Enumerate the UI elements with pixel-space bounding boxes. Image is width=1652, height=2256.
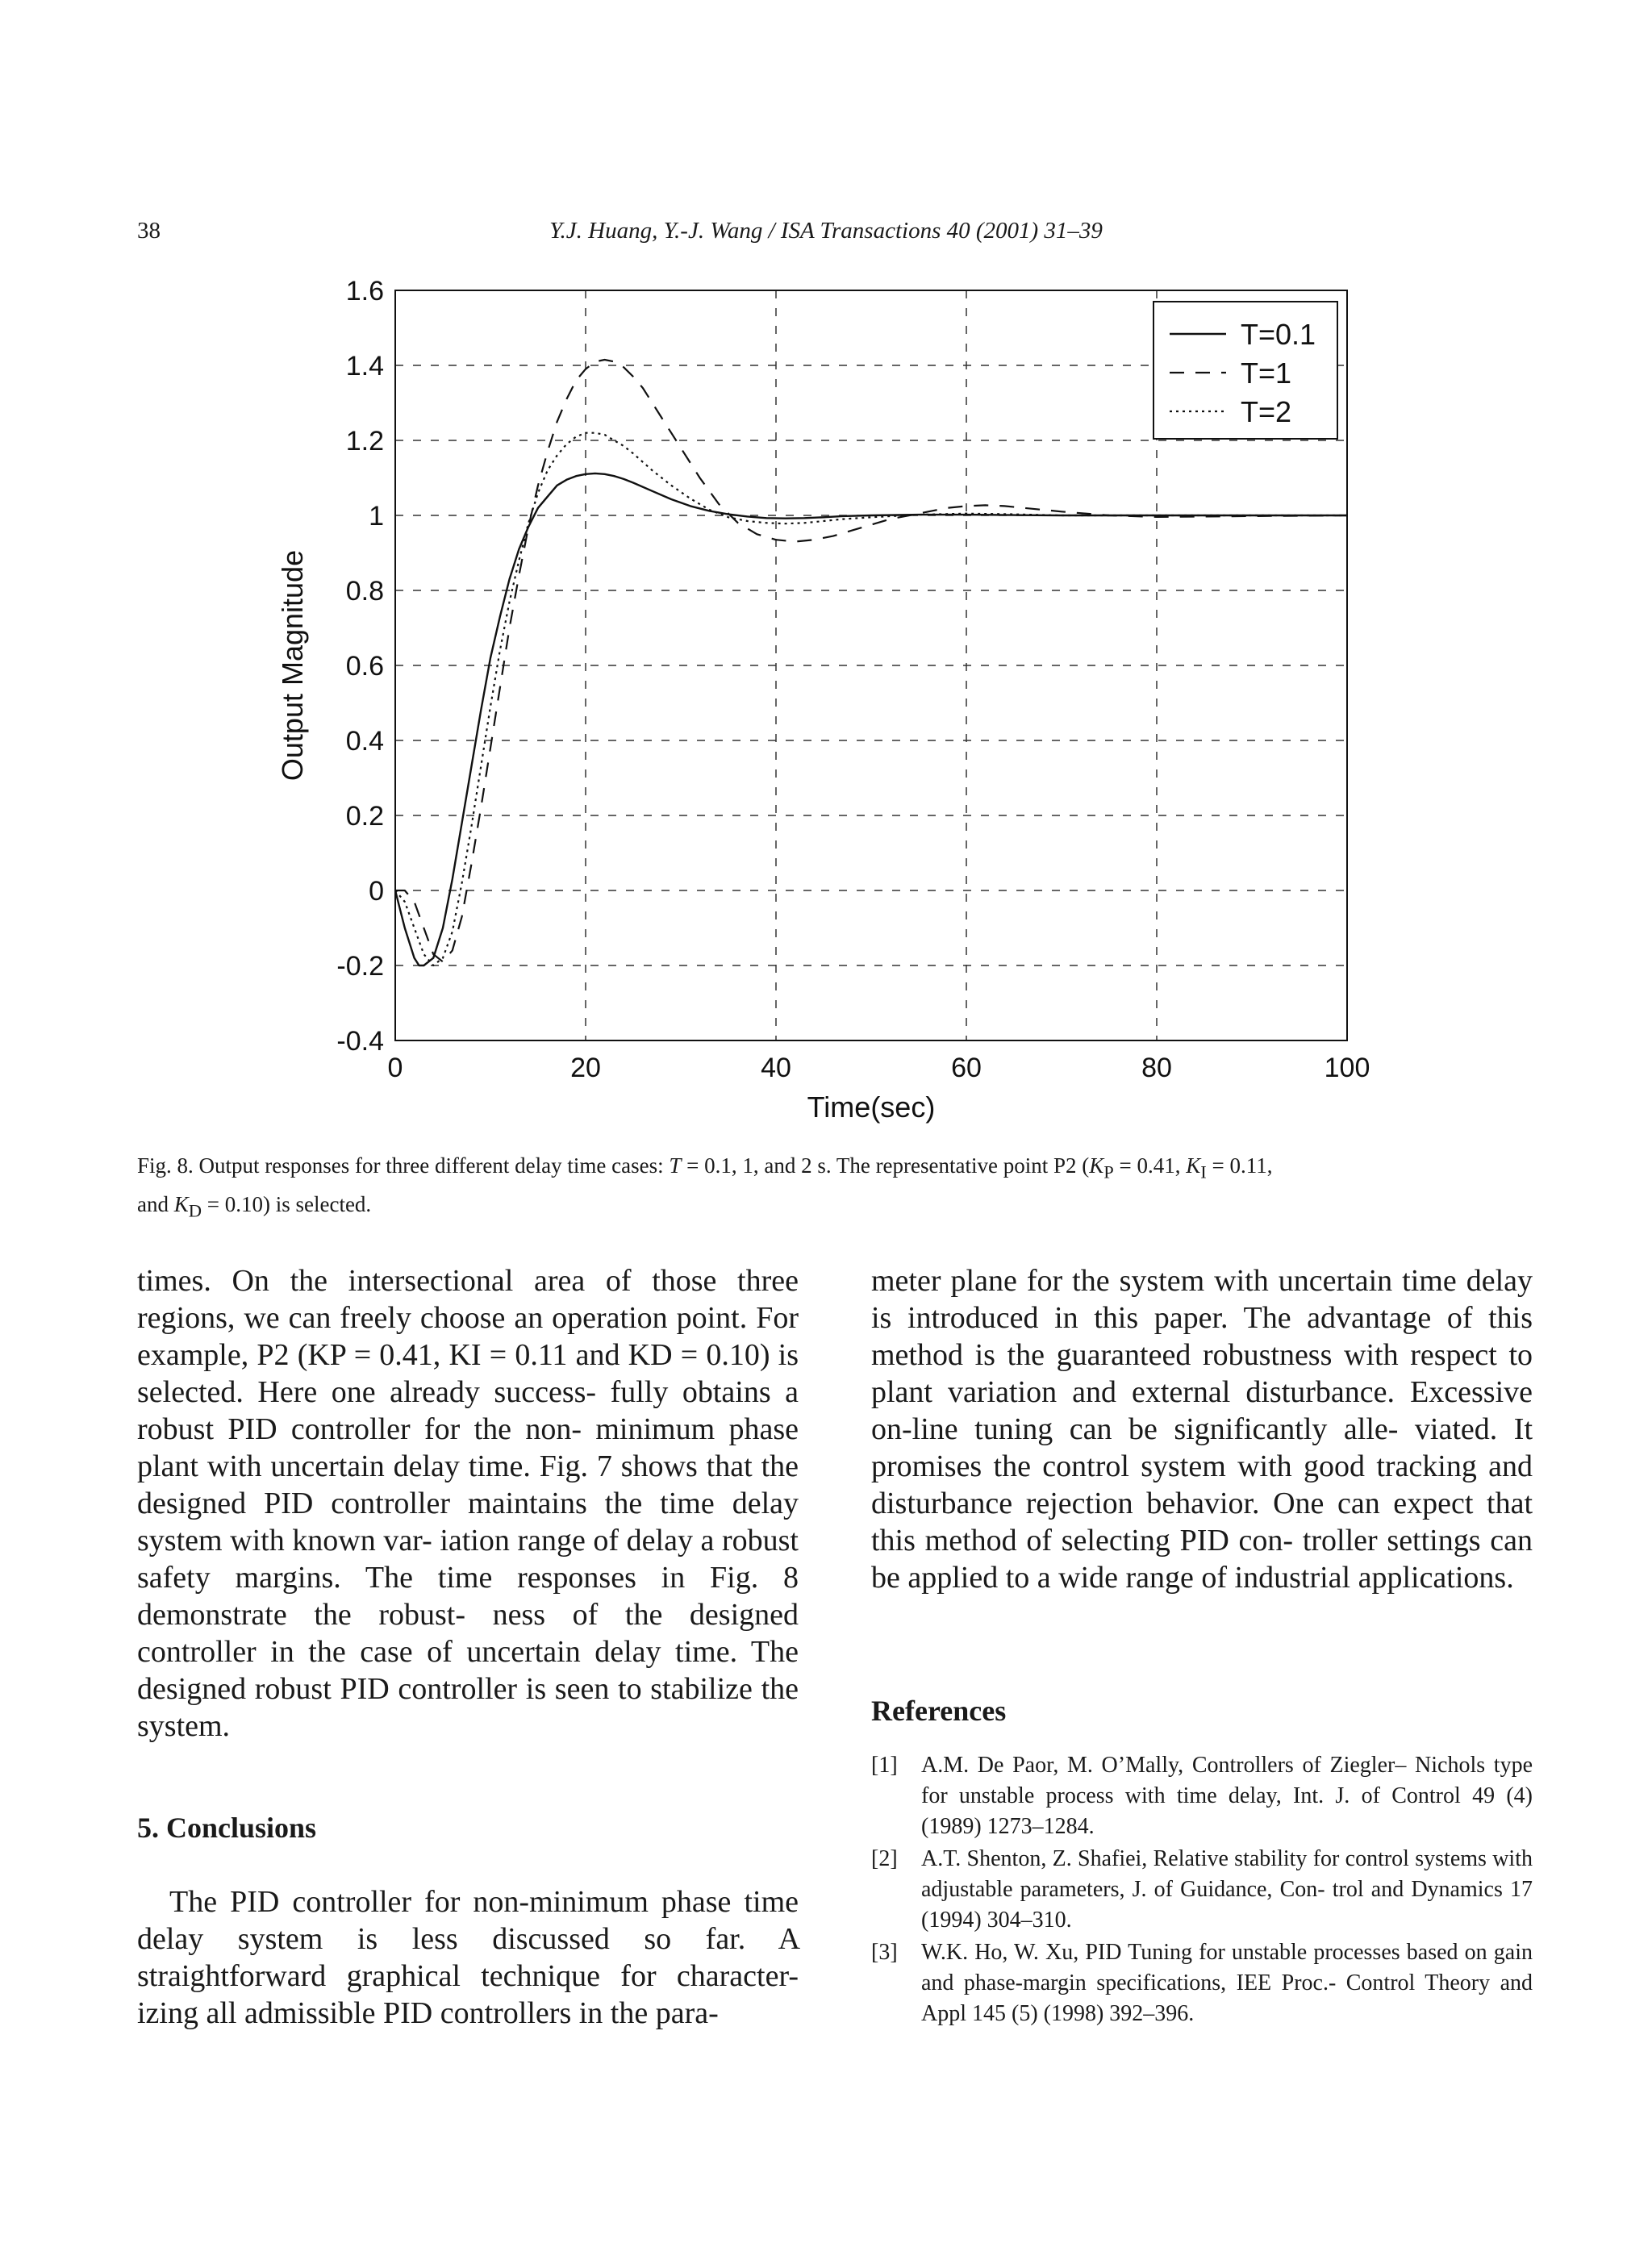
series-line-t-1 [395, 360, 1347, 961]
x-tick-label: 60 [951, 1053, 982, 1083]
text-line: regions, we can freely choose an operation point. [137, 1301, 748, 1335]
text-line: times. On the intersectional area of those three [137, 1264, 799, 1298]
text-line: A.T. Shenton, Z. Shafiei, Relative stability for control [921, 1846, 1409, 1871]
text-line: Fig. 7 shows that the designed PID controller [137, 1449, 799, 1520]
text-line: controller is seen to stabilize the system. [137, 1672, 799, 1743]
text-line: industrial applications. [1234, 1561, 1514, 1595]
x-tick-label: 0 [387, 1053, 403, 1083]
text-line: trol and Dynamics 17 (1994) 304–310. [921, 1877, 1533, 1933]
text-line: of Control 49 (4) (1989) 1273–1284. [921, 1783, 1533, 1839]
left-paragraph [137, 1262, 799, 1745]
text-line: straightforward graphical technique for character- [137, 1959, 799, 1993]
caption-kd-val: = 0.10) is selected. [202, 1192, 372, 1217]
legend-label: T=1 [1241, 357, 1292, 390]
text-line: W.K. Ho, W. Xu, PID Tuning for unstable processes [921, 1940, 1400, 1965]
text-line: Excessive on-line tuning can be significantly alle- [871, 1375, 1533, 1446]
text-line: A.M. De Paor, M. O’Mally, Controllers of Ziegler– [921, 1753, 1407, 1778]
caption-kd-sub: D [188, 1200, 202, 1221]
caption-T-values: = 0.1, 1, and 2 s. The representative point P2 ( [681, 1153, 1090, 1178]
y-tick-label: -0.2 [336, 951, 384, 982]
text-line: For example, P2 (KP = 0.41, KI = 0.11 and [137, 1301, 799, 1372]
text-line: time delay system is less discussed so far. A [137, 1885, 799, 1956]
caption-kp: K [1089, 1153, 1104, 1178]
conclusions-text [137, 1883, 799, 2032]
y-tick-label: 0 [369, 876, 384, 907]
right-column [871, 1262, 1533, 1596]
legend-label: T=0.1 [1241, 318, 1316, 351]
text-line: KD = 0.10) is selected. Here one already success- [137, 1338, 799, 1409]
text-line: delay is introduced in this paper. The advantage of [871, 1264, 1533, 1335]
y-tick-label: 0.4 [345, 726, 384, 757]
y-axis-label: Output Magnitude [276, 549, 309, 782]
text-line: respect to plant variation and external disturbance. [871, 1338, 1533, 1409]
y-tick-label: 0.8 [345, 576, 384, 607]
caption-T: T [669, 1153, 682, 1178]
caption-ki-val: = 0.11, [1206, 1153, 1273, 1178]
text-line: systems with adjustable parameters, J. of Guidance, Con- [921, 1846, 1533, 1902]
caption-kp-val: = 0.41, [1113, 1153, 1187, 1178]
caption-kp-sub: P [1103, 1161, 1114, 1182]
series-line-t-0-1 [395, 473, 1347, 965]
y-tick-label: 1.4 [345, 351, 384, 382]
figure-caption [137, 1149, 1516, 1228]
conclusions-paragraph [137, 1883, 799, 2032]
text-line: Control Theory and Appl 145 (5) (1998) 392–396. [921, 1970, 1533, 2026]
running-head: Y.J. Huang, Y.-J. Wang / ISA Transactions 40 (2001) 31–39 [549, 218, 1103, 244]
y-tick-label: 1 [369, 501, 384, 532]
text-line: ness of the designed controller in the case of [137, 1598, 799, 1669]
text-line: Nichols type for unstable process with time delay, Int. J. [921, 1753, 1533, 1808]
y-tick-label: 0.6 [345, 651, 384, 682]
text-line: fully obtains a robust PID controller for the non- [137, 1375, 799, 1446]
y-tick-label: 1.6 [345, 276, 384, 306]
text-line: maintains the time delay system with known var- [137, 1487, 799, 1558]
text-line: this method is the guaranteed robustness with [871, 1301, 1533, 1372]
x-tick-label: 40 [761, 1053, 791, 1083]
text-line: meter plane for the system with uncertain time [871, 1264, 1457, 1298]
text-line: izing all admissible PID controllers in the para- [137, 1996, 719, 2030]
x-tick-label: 80 [1141, 1053, 1172, 1083]
page-header [0, 218, 1652, 250]
right-paragraph [871, 1262, 1533, 1596]
page-number: 38 [137, 218, 161, 244]
text-line: uncertain delay time. The designed robust PID [137, 1635, 799, 1706]
text-line: based on gain and phase-margin specifications, IEE Proc.- [921, 1940, 1533, 1995]
x-axis-label: Time(sec) [807, 1090, 936, 1124]
left-column [137, 1262, 799, 1745]
y-tick-label: 1.2 [345, 426, 384, 457]
reference-number: [1] [871, 1753, 898, 1778]
text-line: The PID controller for non-minimum phase [169, 1885, 732, 1919]
figure-8-chart [274, 266, 1404, 1145]
reference-item [871, 1750, 1533, 1842]
text-line: time responses in Fig. 8 demonstrate the robust- [137, 1561, 799, 1632]
reference-item [871, 1937, 1533, 2029]
text-line: can expect that this method of selecting PID con- [871, 1487, 1533, 1558]
text-line: tracking and disturbance rejection behavior. One [871, 1449, 1533, 1520]
y-tick-label: -0.4 [336, 1026, 384, 1057]
caption-ki: K [1186, 1153, 1201, 1178]
reference-number: [3] [871, 1940, 898, 1965]
series-line-t-2 [395, 433, 1347, 965]
legend-label: T=2 [1241, 395, 1292, 428]
references-heading: References [871, 1695, 1007, 1727]
caption-and: and [137, 1192, 174, 1217]
section-heading: 5. Conclusions [137, 1812, 317, 1844]
caption-text: Fig. 8. Output responses for three different delay time cases: [137, 1153, 670, 1178]
caption-ki-sub: I [1200, 1161, 1207, 1182]
reference-number: [2] [871, 1846, 898, 1871]
text-line: minimum phase plant with uncertain delay time. [137, 1412, 799, 1483]
caption-kd: K [173, 1192, 189, 1217]
references-list [871, 1750, 1533, 2031]
reference-item [871, 1844, 1533, 1936]
text-line: iation range of delay a robust safety margins. The [137, 1524, 799, 1595]
text-line: troller settings can be applied to a wide range of [871, 1524, 1533, 1595]
x-tick-label: 20 [570, 1053, 601, 1083]
y-tick-label: 0.2 [345, 801, 384, 832]
x-tick-label: 100 [1324, 1053, 1370, 1083]
text-line: viated. It promises the control system with good [871, 1412, 1533, 1483]
